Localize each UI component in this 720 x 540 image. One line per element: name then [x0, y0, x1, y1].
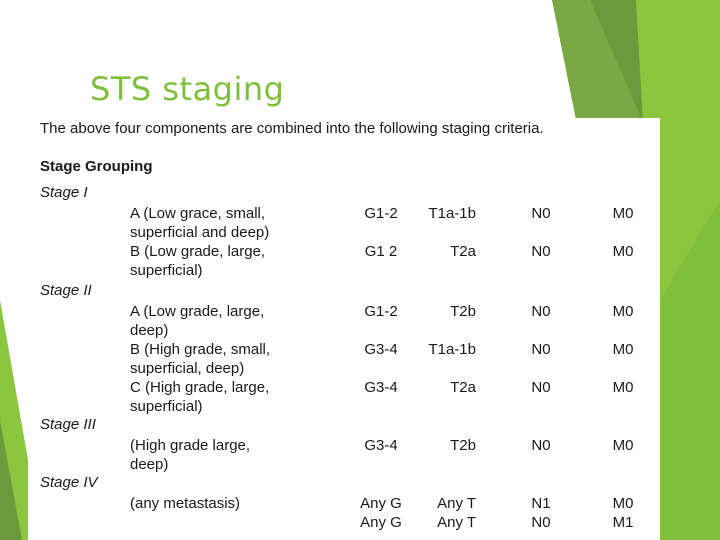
t-cell: T1a-1b	[428, 341, 476, 358]
m-cell: M0	[612, 437, 634, 454]
row-description: superficial)	[130, 398, 203, 415]
row-description: A (Low grade, large,	[130, 303, 265, 320]
row-description: C (High grade, large,	[130, 379, 270, 396]
staging-table-image	[28, 118, 660, 540]
grade-cell: G3-4	[364, 437, 398, 454]
stage-label: Stage II	[40, 282, 92, 299]
row-description: A (Low grace, small,	[130, 205, 266, 222]
n-cell: N0	[531, 243, 551, 260]
row-description: (any metastasis)	[130, 495, 241, 512]
grade-cell: G1-2	[364, 205, 398, 222]
row-description: B (Low grade, large,	[130, 243, 266, 260]
m-cell: M0	[612, 341, 634, 358]
n-cell: N1	[531, 495, 551, 512]
intro-text: The above four components are combined into the following staging criteria.	[40, 120, 544, 137]
n-cell: N0	[531, 514, 551, 531]
n-cell: N0	[531, 303, 551, 320]
row-description: B (High grade, small,	[130, 341, 271, 358]
grade-cell: Any G	[360, 495, 402, 512]
stage-grouping-heading: Stage Grouping	[40, 158, 153, 175]
grade-cell: Any G	[360, 514, 402, 531]
m-cell: M0	[612, 303, 634, 320]
t-cell: Any T	[437, 495, 476, 512]
stage-label: Stage III	[40, 416, 96, 433]
m-cell: M0	[612, 243, 634, 260]
m-cell: M0	[612, 495, 634, 512]
t-cell: T1a-1b	[428, 205, 476, 222]
t-cell: T2a	[450, 243, 476, 260]
grade-cell: G3-4	[364, 341, 398, 358]
t-cell: T2a	[450, 379, 476, 396]
t-cell: Any T	[437, 514, 476, 531]
grade-cell: G3-4	[364, 379, 398, 396]
n-cell: N0	[531, 437, 551, 454]
n-cell: N0	[531, 341, 551, 358]
m-cell: M1	[612, 514, 634, 531]
t-cell: T2b	[450, 303, 476, 320]
row-description: deep)	[130, 322, 169, 339]
stage-label: Stage IV	[40, 474, 98, 491]
row-description: superficial)	[130, 262, 203, 279]
m-cell: M0	[612, 205, 634, 222]
slide-title: STS staging	[90, 70, 285, 108]
n-cell: N0	[531, 205, 551, 222]
row-description: superficial, deep)	[130, 360, 245, 377]
grade-cell: G1-2	[364, 303, 398, 320]
row-description: superficial and deep)	[130, 224, 270, 241]
m-cell: M0	[612, 379, 634, 396]
grade-cell: G1 2	[364, 243, 398, 260]
n-cell: N0	[531, 379, 551, 396]
stage-label: Stage I	[40, 184, 88, 201]
row-description: (High grade large,	[130, 437, 251, 454]
row-description: deep)	[130, 456, 169, 473]
t-cell: T2b	[450, 437, 476, 454]
